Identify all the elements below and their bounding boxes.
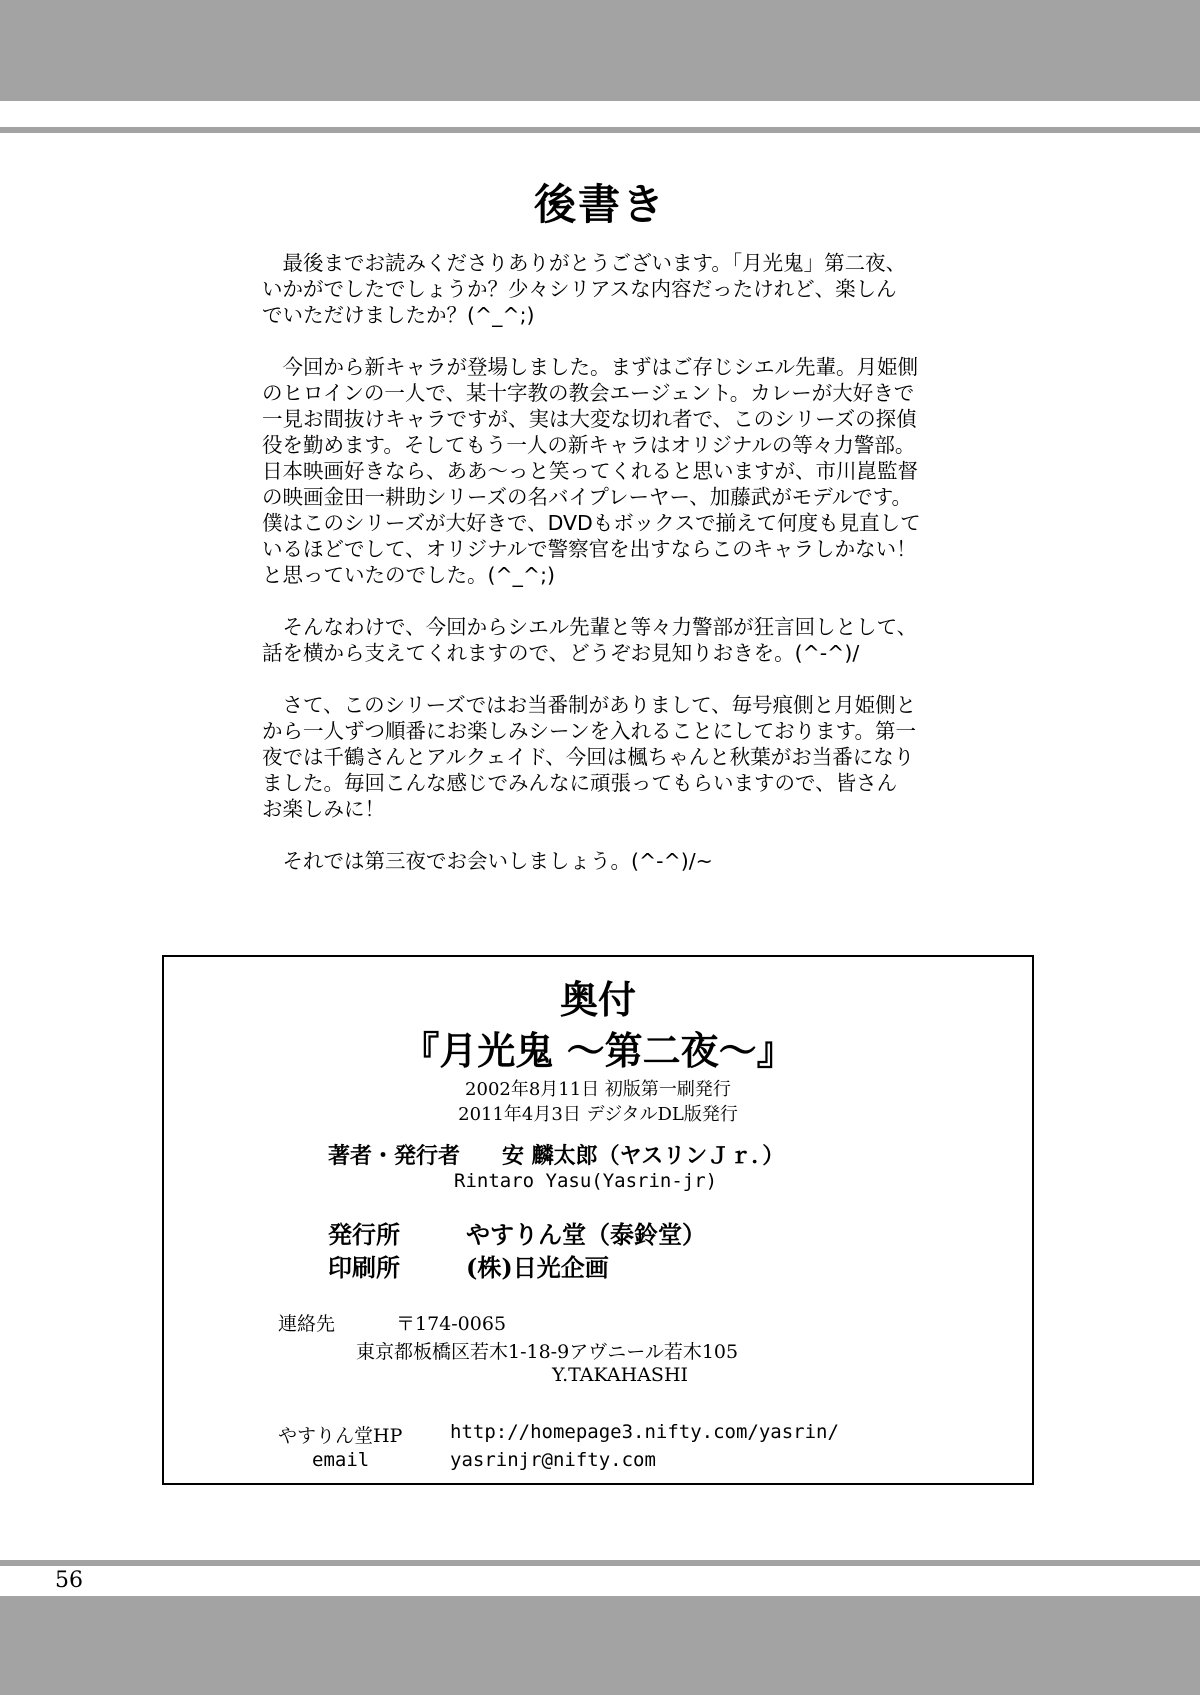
- text-line: 話を横から支えてくれますので、どうぞお見知りおきを。(^-^)/: [262, 641, 860, 665]
- text-line: いかがでしたでしょうか？少々シリアスな内容だったけれど、楽しん: [262, 277, 897, 301]
- text-line: 役を勤めます。そしてもう一人の新キャラはオリジナルの等々力警部。: [262, 433, 916, 457]
- postal-code: 〒174-0065: [396, 1313, 507, 1335]
- text-line: そんなわけで、今回からシエル先輩と等々力警部が狂言回しとして、: [262, 615, 918, 639]
- text-line: と思っていたのでした。(^_^;): [262, 563, 556, 587]
- text-line: さて、このシリーズではお当番制がありまして、毎号痕側と月姫側と: [262, 693, 917, 717]
- colophon-box: [162, 955, 1034, 1485]
- text-line: 夜では千鶴さんとアルクェイド、今回は楓ちゃんと秋葉がお当番になり: [262, 745, 915, 769]
- work-title: 『月光鬼 ～第二夜～』: [401, 1028, 795, 1073]
- text-line: いるほどでして、オリジナルで警察官を出すならこのキャラしかない！: [262, 537, 917, 561]
- colophon-title: 奥付: [559, 977, 636, 1022]
- author-label: 著者・発行者: [328, 1143, 461, 1169]
- author-romaji: Rintaro Yasu(Yasrin-jr): [454, 1170, 718, 1192]
- text-line: でいただけましたか？(^_^;): [262, 303, 535, 327]
- paragraph-3: [262, 614, 952, 666]
- contact-name: Y.TAKAHASHI: [552, 1364, 689, 1386]
- text-line: それでは第三夜でお会いしましょう。(^-^)/~: [262, 849, 713, 873]
- paragraph-2: [262, 354, 952, 588]
- publisher-label: 発行所: [328, 1220, 400, 1249]
- top-gray-band: [0, 0, 1200, 101]
- text-line: ました。毎回こんな感じでみんなに頑張ってもらいますので、皆さん: [262, 771, 898, 795]
- email-label: email: [312, 1449, 370, 1471]
- text-line: のヒロインの一人で、某十字教の教会エージェント。カレーが大好きで: [262, 381, 915, 405]
- text-line: 日本映画好きなら、ああ～っと笑ってくれると思いますが、市川崑監督: [262, 459, 918, 483]
- edition-digital: 2011年4月3日 デジタルDL版発行: [458, 1104, 738, 1125]
- homepage-label: やすりん堂HP: [278, 1425, 403, 1447]
- top-divider: [0, 127, 1200, 133]
- bottom-divider: [0, 1560, 1200, 1566]
- publisher-value: やすりん堂（泰鈴堂）: [466, 1220, 706, 1249]
- page-number: 56: [55, 1568, 83, 1593]
- contact-label: 連絡先: [278, 1313, 336, 1335]
- email-address[interactable]: yasrinjr@nifty.com: [450, 1449, 656, 1471]
- text-line: の映画金田一耕助シリーズの名バイプレーヤー、加藤武がモデルです。: [262, 485, 913, 509]
- author-value: 安 麟太郎（ヤスリンＪｒ．）: [502, 1143, 785, 1169]
- homepage-url[interactable]: http://homepage3.nifty.com/yasrin/: [450, 1421, 839, 1443]
- text-line: から一人ずつ順番にお楽しみシーンを入れることにしております。第一: [262, 719, 916, 743]
- paragraph-5: [262, 848, 952, 874]
- text-line: 一見お間抜けキャラですが、実は大変な切れ者で、このシリーズの探偵: [262, 407, 917, 431]
- paragraph-4: [262, 692, 952, 822]
- text-line: お楽しみに！: [262, 797, 385, 821]
- paragraph-1: [262, 250, 952, 328]
- printer-label: 印刷所: [328, 1253, 400, 1282]
- afterword-title: 後書き: [533, 180, 666, 229]
- printer-value: (株)日光企画: [466, 1253, 609, 1282]
- text-line: 今回から新キャラが登場しました。まずはご存じシエル先輩。月姫側: [262, 355, 918, 379]
- text-line: 僕はこのシリーズが大好きで、DVDもボックスで揃えて何度も見直して: [262, 511, 921, 535]
- afterword-body: [262, 250, 952, 900]
- address: 東京都板橋区若木1-18-9アヴニール若木105: [356, 1341, 739, 1363]
- bottom-gray-band: [0, 1596, 1200, 1695]
- text-line: 最後までお読みくださりありがとうございます。「月光鬼」第二夜、: [262, 251, 907, 275]
- edition-first: 2002年8月11日 初版第一刷発行: [465, 1079, 731, 1100]
